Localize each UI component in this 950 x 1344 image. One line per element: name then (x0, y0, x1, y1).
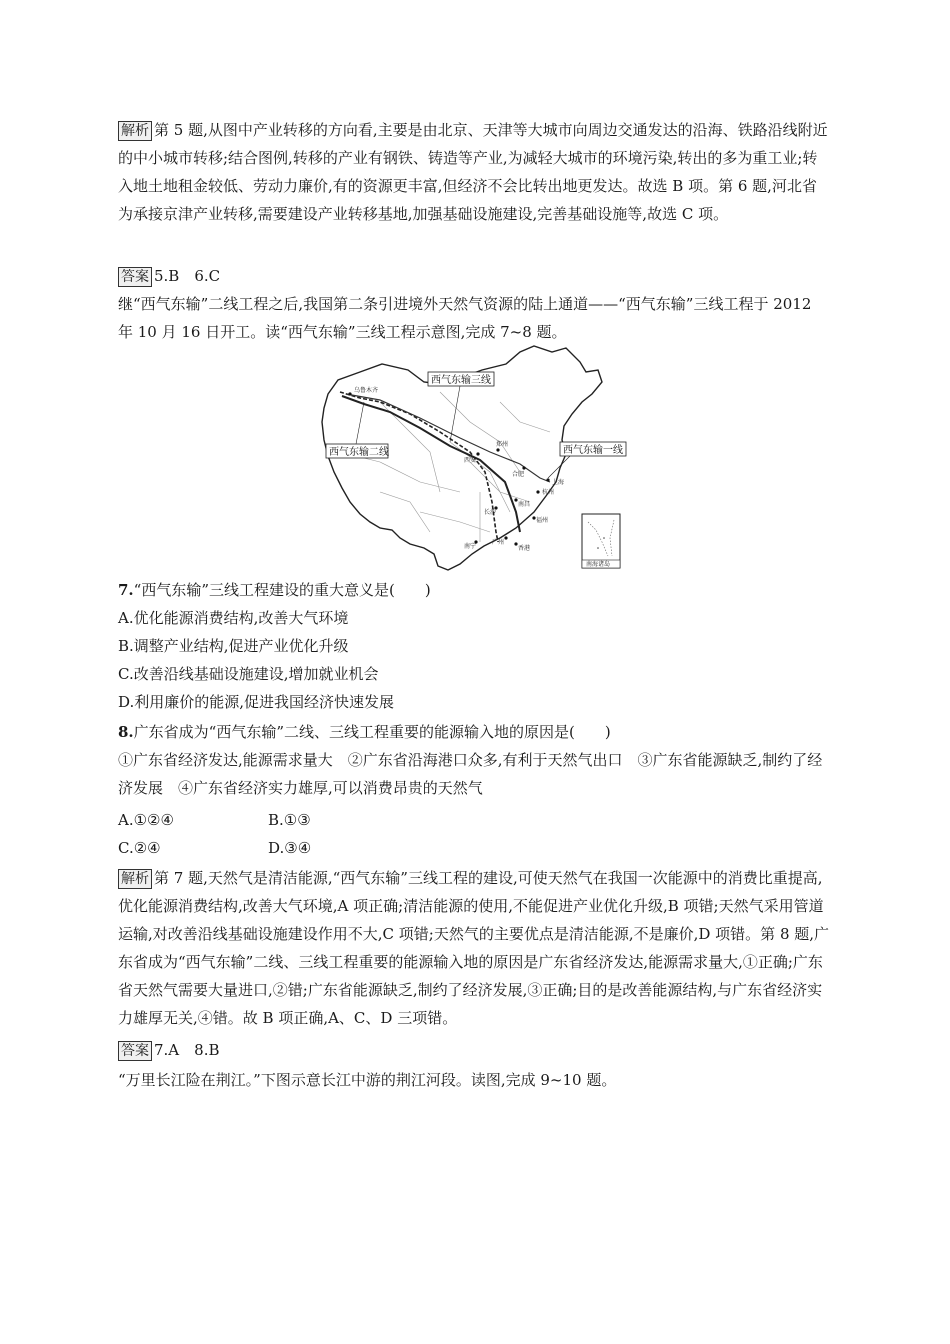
analysis-tag: 解析 (118, 121, 152, 141)
city-label: 长沙 (484, 509, 497, 516)
question-7-stem (118, 576, 830, 604)
city-label: 南昌 (518, 501, 531, 508)
question-text: “西气东输”三线工程建设的重大意义是( ) (133, 581, 431, 599)
analysis-text: 第 7 题,天然气是清洁能源,“西气东输”三线工程的建设,可使天然气在我国一次能源中的消费比重提高,优化能源消费结构,改善大气环境,A 项正确;清洁能源的使用,不能促进产业优化升级,B 项错;天然气采用管道运输,对改善沿线基础设施建设作用不大,C 项错;天然气的主要优点是清洁能源,不是廉价,D 项错。第 8 题,广东省成为“西气东输”二线、三线工程重要的能源输入地的原因是广东省经济发达,能源需求量大,①正确;广东省天然气需要大量进口,②错;广东省能源缺乏,制约了经济发展,③正确;目的是改善能源结构,与广东省经济实力雄厚无关,④错。故 B 项正确,A、C、D 三项错。 (118, 869, 830, 1027)
intro-9-10: “万里长江险在荆江。”下图示意长江中游的荆江河段。读图,完成 9~10 题。 (118, 1071, 617, 1089)
city-label: 南宁 (464, 543, 477, 550)
city-label: 郑州 (496, 441, 509, 448)
question-8-stem (118, 718, 830, 746)
city-label: 香港 (518, 545, 531, 552)
svg-text:西气东输三线: 西气东输三线 (431, 375, 491, 386)
city-label: 广州 (492, 539, 505, 546)
city-dot-urumqi (348, 392, 351, 395)
option-d: D.利用廉价的能源,促进我国经济快速发展 (118, 693, 395, 711)
option-d: D.③④ (268, 839, 312, 857)
city-label: 杭州 (542, 489, 555, 496)
city-dot-hefei (522, 466, 525, 469)
svg-text:南海诸岛: 南海诸岛 (586, 561, 611, 568)
city-label: 福州 (536, 517, 549, 524)
question-number: 8. (118, 723, 134, 741)
city-dot-shanghai (546, 478, 549, 481)
answer-tag: 答案 (118, 267, 152, 287)
city-label: 合肥 (512, 471, 525, 478)
intro-7-8: 继“西气东输”二线工程之后,我国第二条引进境外天然气资源的陆上通道——“西气东输”三线工程于 2012 年 10 月 16 日开工。读“西气东输”三线工程示意图,完成 7~8 题。 (118, 295, 812, 341)
question-text: 广东省成为“西气东输”二线、三线工程重要的能源输入地的原因是( ) (133, 723, 611, 741)
answer-7-8 (118, 1036, 830, 1064)
city-dot-zhengzhou (496, 448, 499, 451)
answer-tag: 答案 (118, 1041, 152, 1061)
svg-text:西气东输一线: 西气东输一线 (563, 445, 623, 456)
analysis-7-8 (118, 864, 830, 1032)
answer-text: 7.A 8.B (154, 1041, 220, 1059)
analysis-text: 第 5 题,从图中产业转移的方向看,主要是由北京、天津等大城市向周边交通发达的沿海、铁路沿线附近的中小城市转移;结合图例,转移的产业有钢铁、铸造等产业,为减轻大城市的环境污染,转出的多为重工业;转入地土地租金较低、劳动力廉价,有的资源更丰富,但经济不会比转出地更发达。故选 B 项。第 6 题,河北省为承接京津产业转移,需要建设产业转移基地,加强基础设施建设,完善基础设施等,故选 C 项。 (118, 121, 828, 223)
answer-5-6 (118, 262, 830, 290)
question-8-statements: ①广东省经济发达,能源需求量大 ②广东省沿海港口众多,有利于天然气出口 ③广东省能源缺乏,制约了经济发展 ④广东省经济实力雄厚,可以消费昂贵的天然气 (118, 751, 823, 797)
answer-text: 5.B 6.C (154, 267, 221, 285)
analysis-5-6 (118, 116, 830, 228)
option-b: B.①③ (268, 811, 311, 829)
question-7-options (118, 604, 394, 716)
option-c: C.改善沿线基础设施建设,增加就业机会 (118, 665, 379, 683)
question-8-options (118, 806, 311, 862)
option-c: C.②④ (118, 839, 161, 857)
analysis-tag: 解析 (118, 869, 152, 889)
svg-text:西气东输二线: 西气东输二线 (329, 447, 389, 458)
question-number: 7. (118, 581, 134, 599)
option-a: A.①②④ (118, 811, 174, 829)
china-map-svg (320, 342, 628, 574)
pipeline-map (320, 342, 628, 574)
city-dot-guangzhou (504, 536, 507, 539)
south-china-sea-inset (582, 514, 620, 568)
city-dot-hangzhou (536, 490, 539, 493)
city-label: 西安 (464, 457, 477, 464)
city-dot-xian (476, 452, 479, 455)
option-b: B.调整产业结构,促进产业优化升级 (118, 637, 349, 655)
city-label: 乌鲁木齐 (354, 387, 379, 394)
option-a: A.优化能源消费结构,改善大气环境 (118, 609, 349, 627)
city-label: 上海 (552, 479, 565, 486)
